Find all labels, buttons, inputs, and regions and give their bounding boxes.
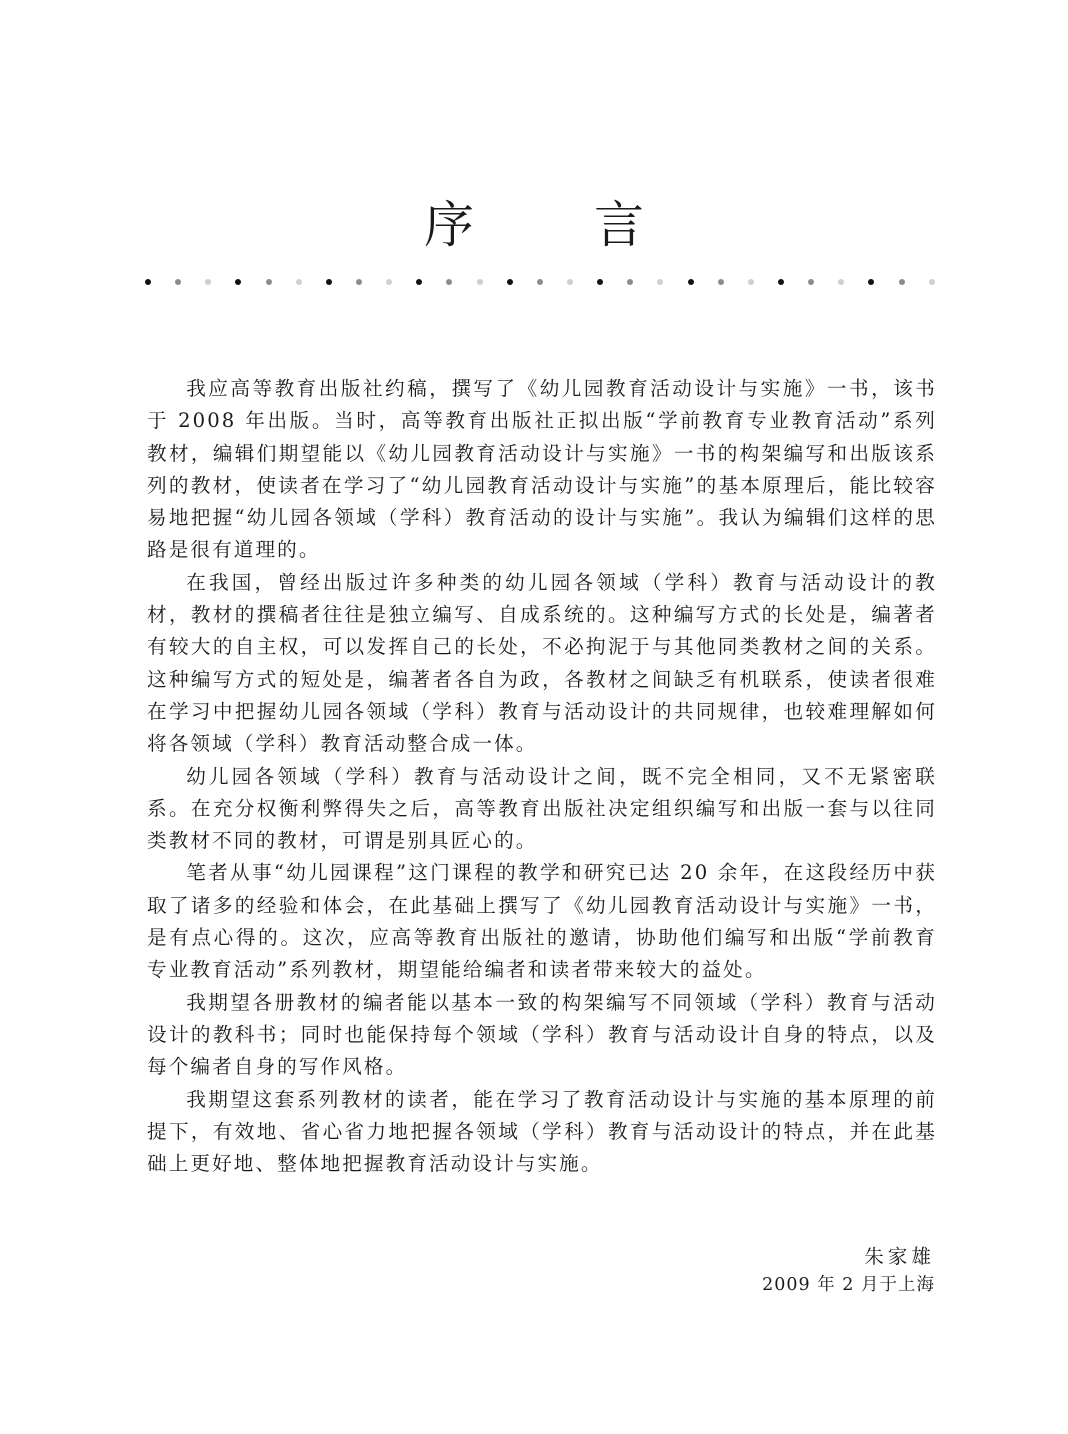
paragraph-5: 我期望各册教材的编者能以基本一致的构架编写不同领域（学科）教育与活动设计的教科书；同时也能保持每个领域（学科）教育与活动设计自身的特点，以及每个编者自身的写作风格。	[147, 990, 937, 1079]
divider-dot	[899, 279, 905, 285]
divider-dot	[416, 279, 422, 285]
divider-dot	[296, 279, 302, 285]
paragraph-3: 幼儿园各领域（学科）教育与活动设计之间，既不完全相同，又不无紧密联系。在充分权衡利弊得失之后，高等教育出版社决定组织编写和出版一套与以往同类教材不同的教材，可谓是别具匠心的。	[147, 764, 937, 853]
paragraph-4: 笔者从事“幼儿园课程”这门课程的教学和研究已达 20 余年，在这段经历中获取了诸多的经验和体会，在此基础上撰写了《幼儿园教育活动设计与实施》一书，是有点心得的。这次，应高等教育出版社的邀请，协助他们编写和出版“学前教育专业教育活动”系列教材，期望能给编者和读者带来较大的益处。	[147, 861, 937, 982]
divider-dot	[688, 279, 694, 285]
divider-dot	[537, 279, 543, 285]
divider-dot	[326, 279, 332, 285]
preface-body	[147, 373, 937, 1180]
divider-dot	[235, 279, 241, 285]
divider-dot	[929, 279, 935, 285]
divider-dot	[145, 279, 151, 285]
paragraph-2: 在我国，曾经出版过许多种类的幼儿园各领域（学科）教育与活动设计的教材，教材的撰稿者往往是独立编写、自成系统的。这种编写方式的长处是，编著者有较大的自主权，可以发挥自己的长处，不必拘泥于与其他同类教材之间的关系。这种编写方式的短处是，编著者各自为政，各教材之间缺乏有机联系，使读者很难在学习中把握幼儿园各领域（学科）教育与活动设计的共同规律，也较难理解如何将各领域（学科）教育活动整合成一体。	[147, 570, 937, 756]
divider-dot	[657, 279, 663, 285]
date-place: 2009 年 2 月于上海	[762, 1275, 935, 1295]
divider-dot	[386, 279, 392, 285]
divider-dot	[356, 279, 362, 285]
divider-dot	[868, 279, 874, 285]
divider-dot	[627, 279, 633, 285]
paragraph-1: 我应高等教育出版社约稿，撰写了《幼儿园教育活动设计与实施》一书，该书于 2008 年出版。当时，高等教育出版社正拟出版“学前教育专业教育活动”系列教材，编辑们期望能以《幼儿园教育活动设计与实施》一书的构架编写和出版该系列的教材，使读者在学习了“幼儿园教育活动设计与实施”的基本原理后，能比较容易地把握“幼儿园各领域（学科）教育活动的设计与实施”。我认为编辑们这样的思路是很有道理的。	[147, 377, 937, 562]
divider-dot	[808, 279, 814, 285]
divider-dot	[205, 279, 211, 285]
divider-dot	[838, 279, 844, 285]
author-signature: 朱家雄	[864, 1245, 935, 1268]
divider-dot	[718, 279, 724, 285]
divider-dot	[778, 279, 784, 285]
divider-dot	[175, 279, 181, 285]
divider-dot	[446, 279, 452, 285]
divider-dot	[597, 279, 603, 285]
divider-dot	[567, 279, 573, 285]
divider-dot	[266, 279, 272, 285]
page-title: 序 言	[424, 196, 696, 254]
divider-dot	[748, 279, 754, 285]
divider-dot	[507, 279, 513, 285]
dotted-divider	[145, 277, 935, 287]
divider-dot	[477, 279, 483, 285]
paragraph-6: 我期望这套系列教材的读者，能在学习了教育活动设计与实施的基本原理的前提下，有效地、省心省力地把握各领域（学科）教育与活动设计的特点，并在此基础上更好地、整体地把握教育活动设计与实施。	[147, 1087, 937, 1176]
